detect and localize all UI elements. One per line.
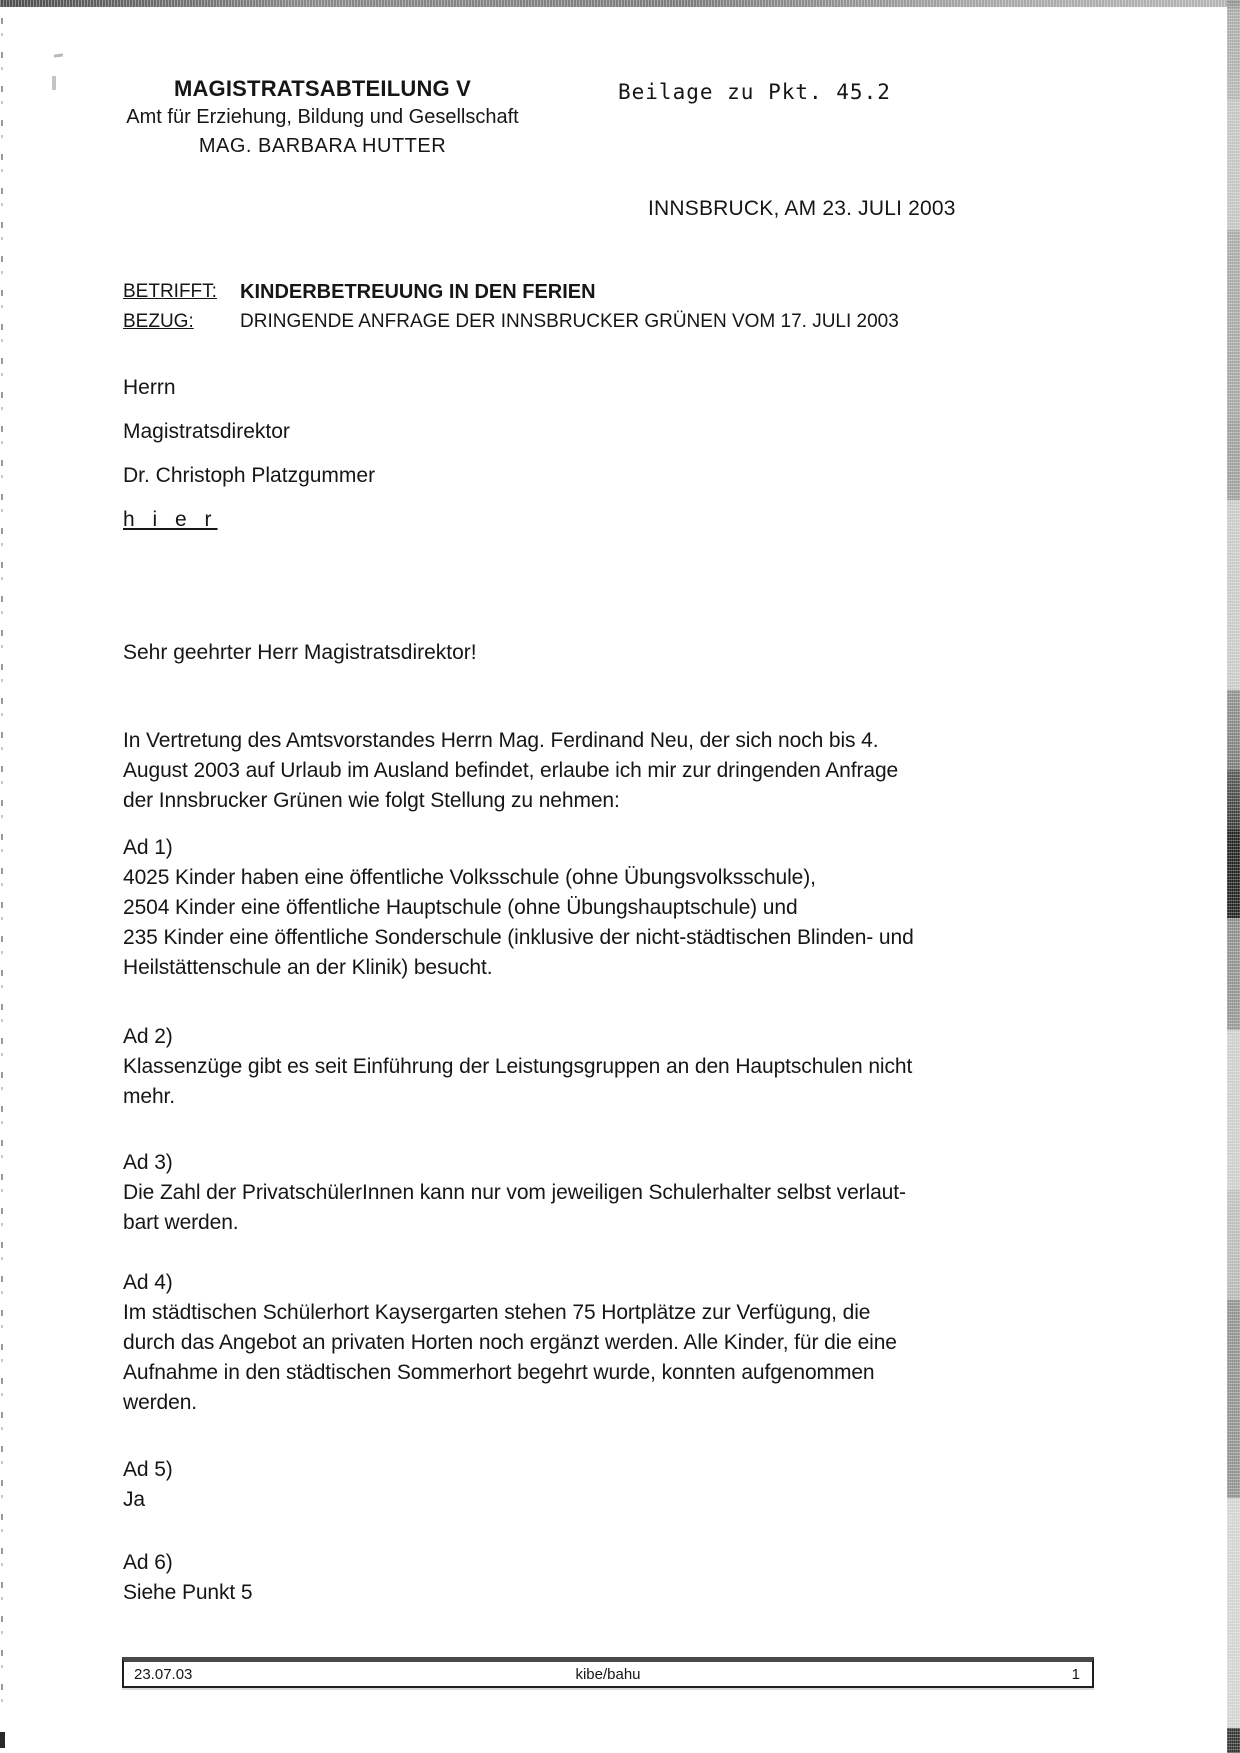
paragraph-ad2 bbox=[123, 1022, 912, 1112]
body-line: Aufnahme in den städtischen Sommerhort begehrt wurde, konnten aufgenommen bbox=[123, 1361, 875, 1384]
body-line: 235 Kinder eine öffentliche Sonderschule (inklusive der nicht-städtischen Blinden- und bbox=[123, 926, 914, 949]
paragraph-ad3 bbox=[123, 1148, 906, 1238]
recipient-block bbox=[123, 376, 375, 552]
section-heading: Ad 4) bbox=[123, 1271, 173, 1294]
scan-artifact-top-band bbox=[0, 0, 1240, 7]
footer-bar bbox=[122, 1657, 1094, 1688]
bezug-row bbox=[123, 307, 899, 337]
body-line: Heilstättenschule an der Klinik) besucht. bbox=[123, 956, 493, 979]
salutation: Sehr geehrter Herr Magistratsdirektor! bbox=[123, 641, 477, 664]
scan-speck bbox=[52, 76, 56, 90]
body-line: mehr. bbox=[123, 1085, 176, 1108]
paragraph-ad1 bbox=[123, 833, 914, 983]
recipient-line: Herrn bbox=[123, 376, 176, 399]
paragraph-intro bbox=[123, 726, 898, 816]
body-line: Die Zahl der PrivatschülerInnen kann nur vom jeweiligen Schulerhalter selbst verlaut- bbox=[123, 1181, 906, 1204]
scan-artifact-corner-mark bbox=[0, 1732, 5, 1748]
body-line: Im städtischen Schülerhort Kaysergarten stehen 75 Hortplätze zur Verfügung, die bbox=[123, 1301, 871, 1324]
body-line: August 2003 auf Urlaub im Ausland befindet, erlaube ich mir zur dringenden Anfrage bbox=[123, 759, 899, 782]
footer-reference: kibe/bahu bbox=[575, 1665, 641, 1683]
recipient-hier: h i e r bbox=[123, 508, 218, 531]
recipient-line: Dr. Christoph Platzgummer bbox=[123, 464, 376, 487]
section-heading: Ad 3) bbox=[123, 1151, 173, 1174]
footer-page-number: 1 bbox=[1071, 1665, 1080, 1683]
betrifft-value: KINDERBETREUUNG IN DEN FERIEN bbox=[240, 281, 596, 303]
body-line: 4025 Kinder haben eine öffentliche Volksschule (ohne Übungsvolksschule), bbox=[123, 866, 816, 889]
betrifft-label: BETRIFFT: bbox=[123, 281, 217, 302]
bezug-label: BEZUG: bbox=[123, 311, 194, 332]
recipient-line: Magistratsdirektor bbox=[123, 420, 290, 443]
scan-artifact-right-strip bbox=[1227, 0, 1240, 1753]
footer-date: 23.07.03 bbox=[134, 1665, 193, 1683]
section-heading: Ad 2) bbox=[123, 1025, 173, 1048]
section-heading: Ad 6) bbox=[123, 1551, 173, 1574]
paragraph-ad6 bbox=[123, 1548, 252, 1608]
sender-department: MAGISTRATSABTEILUNG V bbox=[173, 76, 472, 101]
place-date-line: INNSBRUCK, AM 23. JULI 2003 bbox=[648, 197, 956, 220]
sender-person: MAG. BARBARA HUTTER bbox=[198, 135, 447, 157]
letterhead bbox=[120, 74, 525, 161]
body-line: Ja bbox=[123, 1488, 145, 1511]
scan-speck bbox=[54, 53, 63, 57]
body-line: In Vertretung des Amtsvorstandes Herrn Mag. Ferdinand Neu, der sich noch bis 4. bbox=[123, 729, 879, 752]
body-line: bart werden. bbox=[123, 1211, 239, 1234]
footer-inner bbox=[124, 1662, 1092, 1686]
body-line: 2504 Kinder eine öffentliche Hauptschule (ohne Übungshauptschule) und bbox=[123, 896, 798, 919]
body-line: der Innsbrucker Grünen wie folgt Stellung zu nehmen: bbox=[123, 789, 620, 812]
betrifft-row bbox=[123, 277, 899, 307]
attachment-note: Beilage zu Pkt. 45.2 bbox=[618, 80, 891, 104]
subject-block bbox=[123, 277, 899, 337]
body-line: Siehe Punkt 5 bbox=[123, 1581, 253, 1604]
section-heading: Ad 1) bbox=[123, 836, 173, 859]
paragraph-ad4 bbox=[123, 1268, 897, 1418]
scan-artifact-left-dashes bbox=[1, 18, 3, 1718]
sender-office: Amt für Erziehung, Bildung und Gesellschaft bbox=[126, 106, 519, 128]
body-line: werden. bbox=[123, 1391, 198, 1414]
paragraph-ad5 bbox=[123, 1455, 173, 1515]
bezug-value: DRINGENDE ANFRAGE DER INNSBRUCKER GRÜNEN VOM 17. JULI 2003 bbox=[240, 311, 899, 332]
section-heading: Ad 5) bbox=[123, 1458, 173, 1481]
body-line: Klassenzüge gibt es seit Einführung der Leistungsgruppen an den Hauptschulen nicht bbox=[123, 1055, 913, 1078]
body-line: durch das Angebot an privaten Horten noch ergänzt werden. Alle Kinder, für die eine bbox=[123, 1331, 897, 1354]
